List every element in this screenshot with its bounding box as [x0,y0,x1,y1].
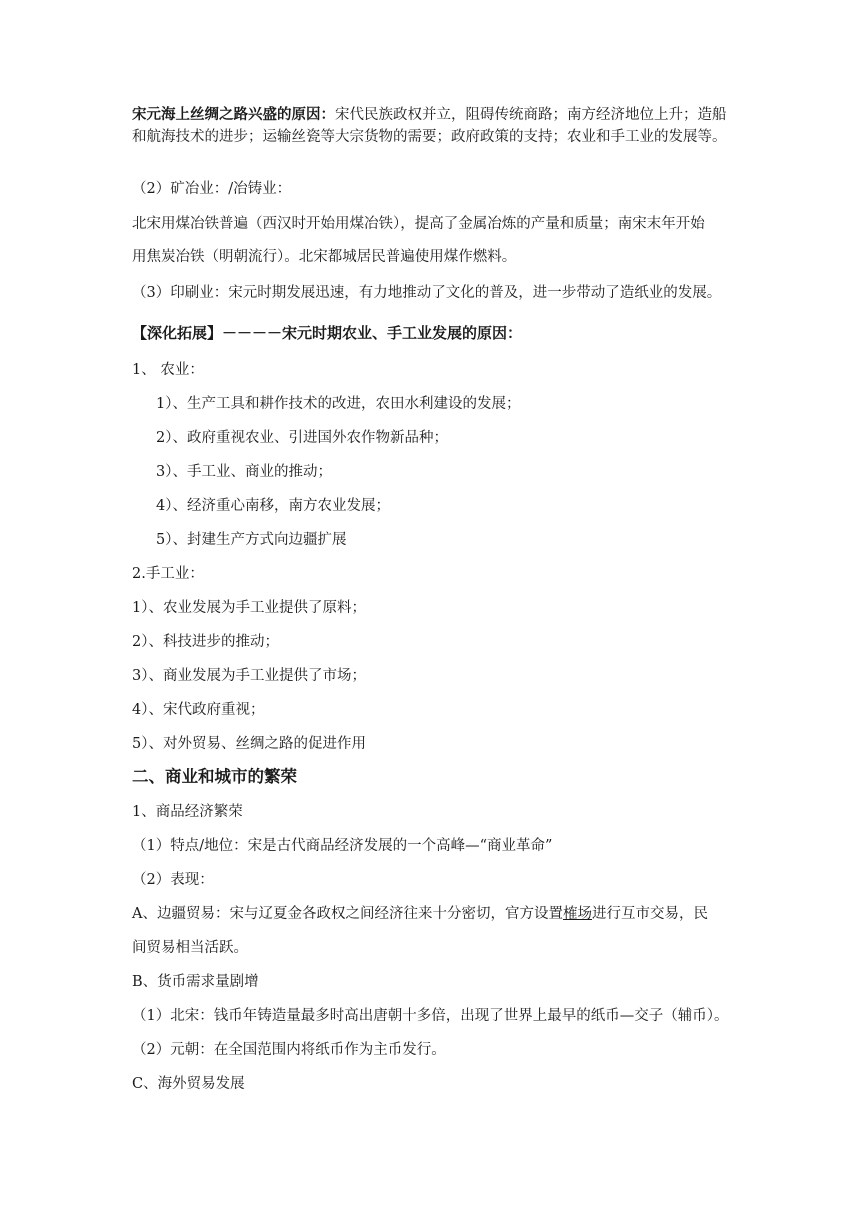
mining-line-1: 北宋用煤冶铁普遍（西汉时开始用煤冶铁），提高了金属冶炼的产量和质量；南宋末年开始 [132,216,705,232]
agri-item-5: 5）、封建生产方式向边疆扩展 [156,532,347,548]
craft-item-1: 1）、农业发展为手工业提供了原料； [132,600,366,616]
currency-title: B、货币需求量剧增 [132,974,259,990]
deepen-heading: 【深化拓展】－－－－宋元时期农业、手工业发展的原因： [132,324,523,342]
craft-title: 2.手工业： [132,566,204,582]
craft-item-5: 5）、对外贸易、丝绸之路的促进作用 [132,736,366,752]
mining-line-2: 用焦炭冶铁（明朝流行）。北宋都城居民普遍使用煤作燃料。 [132,249,517,265]
agri-item-3: 3）、手工业、商业的推动； [156,464,332,480]
reason-label: 宋元海上丝绸之路兴盛的原因： [132,106,335,123]
border-trade-line-2: 间贸易相当活跃。 [132,940,248,956]
agri-item-1: 1）、生产工具和耕作技术的改进，农田水利建设的发展； [156,396,521,412]
border-trade-post: 进行互市交易，民 [591,906,708,922]
show-line: （2）表现： [132,872,214,888]
craft-item-2: 2）、科技进步的推动； [132,634,279,650]
currency-northern-song: （1）北宋：钱币年铸造量最多时高出唐朝十多倍，出现了世界上最早的纸币—交子（辅币）。 [132,1008,729,1024]
border-trade-pre: A、边疆贸易：宋与辽夏金各政权之间经济往来十分密切，官方设置 [132,906,563,922]
craft-item-3: 3）、商业发展为手工业提供了市场； [132,668,366,684]
mining-heading: （2）矿冶业：/冶铸业： [132,181,292,197]
reason-text: 宋代民族政权并立，阻碍传统商路；南方经济地位上升；造船和航海技术的进步；运输丝瓷等大宗货物的需要；政府政策的支持；农业和手工业的发展等。 [132,107,727,145]
agri-item-4: 4）、经济重心南移，南方农业发展； [156,498,390,514]
reason-paragraph [132,104,732,148]
overseas-trade-title: C、海外贸易发展 [132,1076,245,1092]
printing-line: （3）印刷业：宋元时期发展迅速，有力地推动了文化的普及，进一步带动了造纸业的发展。 [132,285,722,301]
border-trade-line-1 [132,903,732,925]
agri-title: 1、 农业： [132,362,204,378]
feature-line: （1）特点/地位：宋是古代商品经济发展的一个高峰—“商业革命” [132,838,553,854]
sub-heading-commodity: 1、商品经济繁荣 [132,804,243,820]
quechang-term: 榷场 [562,906,592,922]
craft-item-4: 4）、宋代政府重视； [132,702,265,718]
currency-yuan: （2）元朝：在全国范围内将纸币作为主币发行。 [132,1042,446,1058]
section-heading: 二、商业和城市的繁荣 [132,767,297,786]
agri-item-2: 2）、政府重视农业、引进国外农作物新品种； [156,430,448,446]
